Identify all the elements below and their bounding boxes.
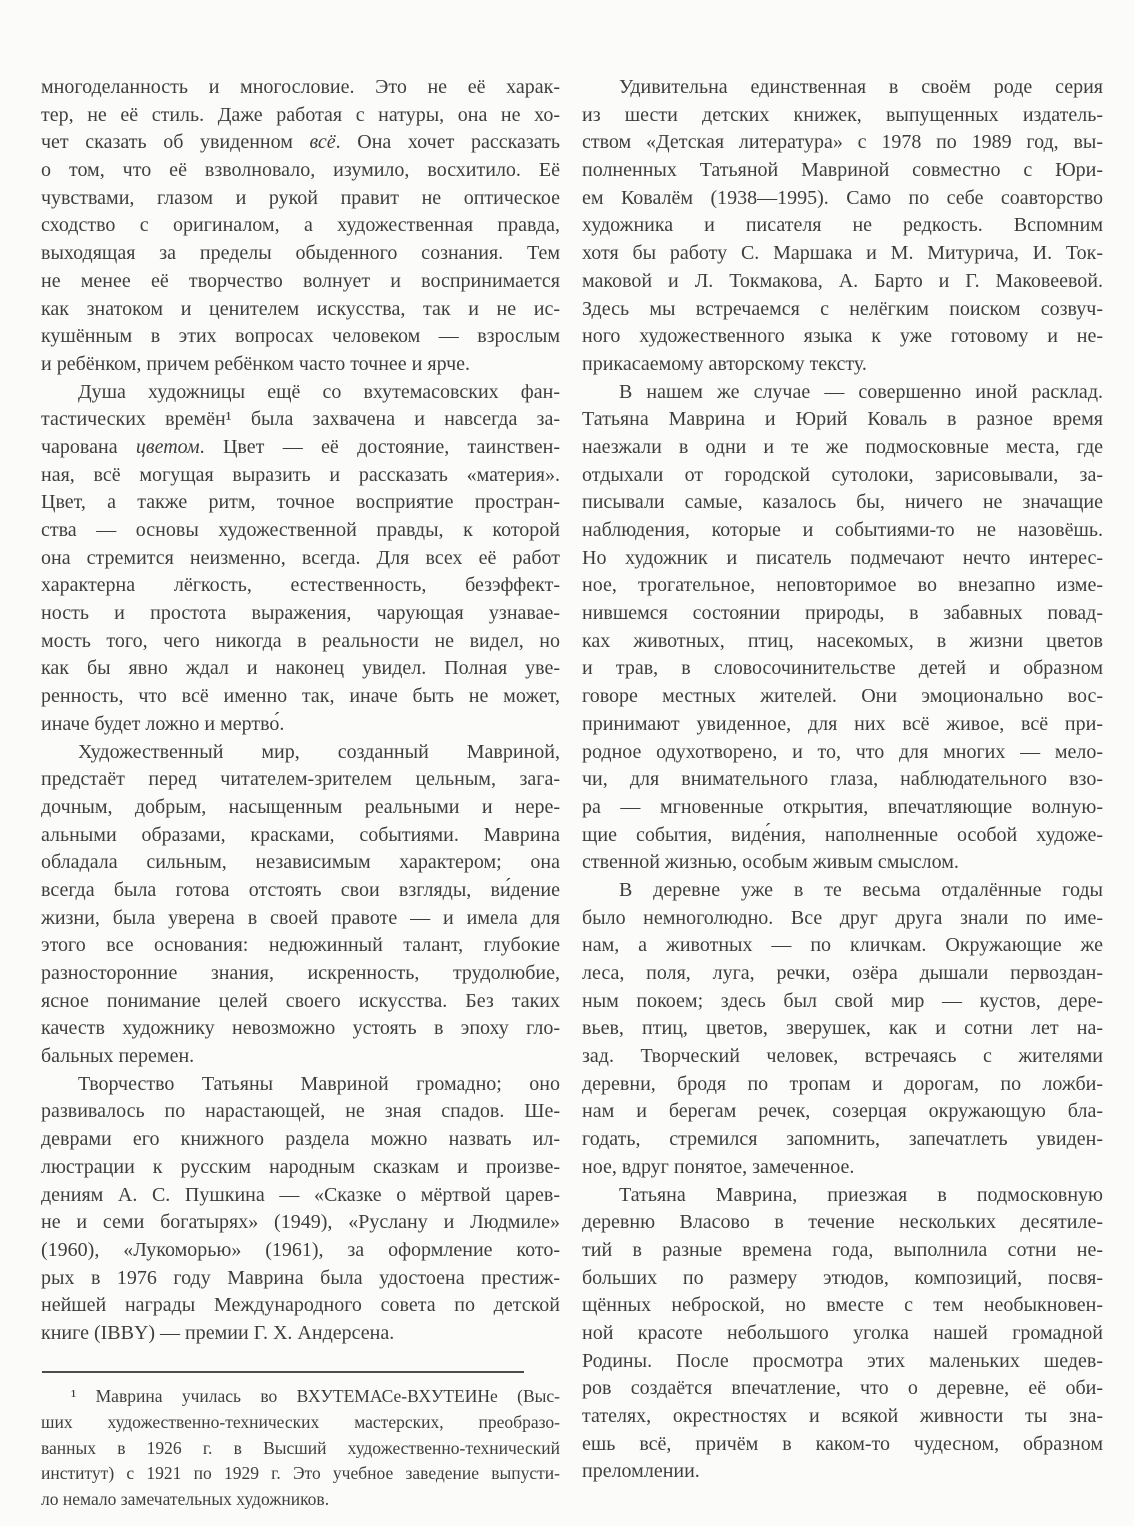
text-line: ства — основы художественной правды, к которой	[41, 519, 560, 541]
text-line: бальных перемен.	[41, 1045, 195, 1068]
text-line: родное одухотворено, и то, что для многих — мело-	[582, 740, 1103, 763]
text-line: не менее её творчество волнует и воспринимается	[41, 269, 560, 292]
text-line: ность и простота выражения, чарующая узнавае-	[41, 602, 560, 625]
text-line: Творчество Татьяны Мавриной громадно; оно	[78, 1072, 560, 1095]
text-line: годать, стремился запомнить, запечатлеть увиден-	[582, 1128, 1103, 1151]
text-line: ное, трогательное, неповторимое во внезапно изме-	[582, 574, 1103, 597]
left-text-column	[41, 74, 560, 1348]
text-line: характерна лёгкость, естественность, безэффект-	[41, 574, 560, 597]
right-text-column	[582, 74, 1103, 1486]
text-line: тастических времён¹ была захвачена и навсегда за-	[41, 408, 560, 431]
text-line: ешь всё, причём в каком-то чудесном, образном	[582, 1432, 1103, 1455]
text-line: выходящая за пределы обыденного сознания. Тем	[41, 242, 560, 265]
text-line: обладала сильным, независимым характером; она	[41, 851, 560, 874]
text-line: Но художник и писатель подмечают нечто интерес-	[582, 546, 1103, 569]
text-line: полненных Татьяной Мавриной совместно с Юри-	[582, 159, 1103, 182]
text-line: деврами его книжного раздела можно назвать ил-	[41, 1128, 560, 1151]
text-line: ренность, что всё именно так, иначе быть не может,	[41, 685, 560, 708]
text-line: чарована цветом. Цвет — её достояние, таинствен-	[41, 435, 560, 458]
text-line: чувствами, глазом и рукой правит не оптическое	[41, 186, 560, 209]
text-line: ших художественно-технических мастерских, преобразо-	[41, 1411, 560, 1432]
text-line: ках животных, птиц, насекомых, в жизни цветов	[582, 629, 1103, 652]
text-line: Здесь мы встречаемся с нелёгким поиском созвуч-	[582, 297, 1103, 320]
text-line: как бы явно ждал и наконец увидел. Полная уве-	[41, 657, 560, 680]
text-line: нам, а животных — по кличкам. Окружающие же	[582, 934, 1103, 957]
text-line: маковой и Л. Токмакова, А. Барто и Г. Маковеевой.	[582, 269, 1103, 292]
text-line: писывали самые, казалось бы, ничего не значащие	[582, 491, 1103, 514]
text-line: нам и берегам речек, созерцая окружающую бла-	[582, 1100, 1103, 1123]
text-line: ная, всё могущая выразить и рассказать «материя».	[41, 463, 560, 486]
text-line: было немноголюдно. Все друг друга знали по име-	[582, 906, 1103, 929]
text-line: ров создаётся впечатление, что о деревне, её оби-	[582, 1377, 1103, 1400]
text-line: щие события, виде́ния, наполненные особой художе-	[582, 823, 1103, 846]
text-line: тий в разные времена года, выполнила сотни не-	[582, 1238, 1103, 1261]
text-line: ной красоте небольшого уголка нашей громадной	[582, 1321, 1103, 1344]
text-line: люстрации к русским народным сказкам и произве-	[41, 1155, 560, 1178]
text-line: многоделанность и многословие. Это не её харак-	[41, 76, 560, 98]
text-line: дочным, добрым, насыщенным реальными и нере-	[41, 795, 560, 818]
text-line: о том, что её взволновало, изумило, восхитило. Её	[41, 159, 560, 182]
text-line: прикасаемому авторскому тексту.	[582, 352, 867, 375]
text-line: говоре местных жителей. Они эмоционально вос-	[582, 685, 1103, 708]
text-line: мость того, чего никогда в реальности не видел, но	[41, 629, 560, 652]
text-line: наблюдения, которые и событиями-то не назовёшь.	[582, 519, 1103, 541]
text-line: ное, вдруг понятое, замеченное.	[582, 1155, 855, 1178]
text-line: тателях, окрестностях и всякой живности ты зна-	[582, 1405, 1103, 1427]
text-line: рых в 1976 году Маврина была удостоена престиж-	[41, 1266, 560, 1289]
text-line: она стремится неизменно, всегда. Для всех её работ	[41, 546, 560, 569]
text-line: отдыхали от городской сутолоки, зарисовывали, за-	[582, 463, 1103, 486]
text-line: ного художественного языка к уже готовому и не-	[582, 325, 1103, 348]
text-line: В деревне уже в те весьма отдалённые годы	[619, 878, 1103, 901]
text-line: леса, поля, луга, речки, озёра дышали первоздан-	[582, 962, 1103, 984]
footnote-separator-rule	[42, 1371, 524, 1373]
text-line: Татьяна Маврина, приезжая в подмосковную	[619, 1183, 1103, 1206]
text-line: кушённым в этих вопросах человеком — взрослым	[41, 325, 560, 348]
text-line: преломлении.	[582, 1460, 700, 1483]
text-line: вьев, птиц, цветов, зверушек, как и сотни лет на-	[582, 1017, 1103, 1040]
text-line: разносторонние знания, искренность, трудолюбие,	[41, 962, 560, 984]
text-line: сходство с оригиналом, а художественная правда,	[41, 214, 560, 237]
text-line: всегда была готова отстоять свои взгляды, ви́дение	[41, 878, 560, 901]
text-line: ственной жизнью, особым живым смыслом.	[582, 851, 959, 874]
text-line: нившемся состоянии природы, в забавных повад-	[582, 602, 1103, 625]
text-line: тер, не её стиль. Даже работая с натуры, она не хо-	[41, 103, 560, 126]
text-line: ным покоем; здесь был свой мир — кустов, дере-	[582, 989, 1103, 1012]
text-line: ясное понимание целей своего искусства. Без таких	[41, 989, 560, 1012]
text-line: из шести детских книжек, выпущенных издатель-	[582, 103, 1103, 126]
text-line: институт) с 1921 по 1929 г. Это учебное заведение выпусти-	[41, 1463, 560, 1484]
text-line: Татьяна Маврина и Юрий Коваль в разное время	[582, 408, 1103, 431]
text-line: качеств художнику невозможно устоять в эпоху гло-	[41, 1017, 560, 1040]
text-line: принимают увиденное, для них всё живое, всё при-	[582, 712, 1103, 735]
text-line: деревни, бродя по тропам и дорогам, по ложби-	[582, 1072, 1103, 1095]
text-line: Цвет, а также ритм, точное восприятие простран-	[41, 491, 560, 514]
text-line: хотя бы работу С. Маршака и М. Митурича, И. Ток-	[582, 242, 1103, 265]
text-line: как знатоком и ценителем искусства, так и не ис-	[41, 297, 560, 320]
text-line: наезжали в одни и те же подмосковные места, где	[582, 435, 1103, 458]
text-line: щённых неброской, но вместе с тем необыкновен-	[582, 1294, 1103, 1317]
text-line: развивалось по нарастающей, не зная спадов. Ше-	[41, 1100, 560, 1123]
text-line: дениям А. С. Пушкина — «Сказке о мёртвой царев-	[41, 1183, 560, 1206]
text-line: ра — мгновенные открытия, впечатляющие волную-	[582, 795, 1103, 818]
text-line: иначе будет ложно и мертво́.	[41, 712, 285, 735]
text-line: и трав, в словосочинительстве детей и образном	[582, 657, 1103, 680]
text-line: ством «Детская литература» с 1978 по 1989 год, вы-	[582, 131, 1103, 154]
text-line: зад. Творческий человек, встречаясь с жителями	[582, 1045, 1103, 1068]
text-line: и ребёнком, причем ребёнком часто точнее и ярче.	[41, 352, 471, 375]
text-line: книге (IBBY) — премии Г. Х. Андерсена.	[41, 1321, 395, 1344]
text-line: чет сказать об увиденном всё. Она хочет рассказать	[41, 131, 560, 154]
text-line: не и семи богатырях» (1949), «Руслану и Людмиле»	[41, 1211, 560, 1234]
text-line: Родины. После просмотра этих маленьких шедев-	[582, 1349, 1103, 1372]
text-line: чи, для внимательного глаза, наблюдательного взо-	[582, 768, 1103, 791]
text-line: художника и писателя не редкость. Вспомним	[582, 214, 1103, 237]
text-line: предстаёт перед читателем-зрителем цельным, зага-	[41, 768, 560, 791]
text-line: ем Ковалём (1938—1995). Само по себе соавторство	[582, 186, 1103, 209]
text-line: больших по размеру этюдов, композиций, посвя-	[582, 1266, 1103, 1289]
footnote-block	[41, 1384, 560, 1513]
text-line: нейшей награды Международного совета по детской	[41, 1294, 560, 1317]
text-line: Удивительна единственная в своём роде серия	[619, 76, 1103, 98]
text-line: деревню Власово в течение нескольких десятиле-	[582, 1211, 1103, 1234]
text-line: этого все основания: недюжинный талант, глубокие	[41, 934, 560, 957]
text-line: Душа художницы ещё со вхутемасовских фан-	[78, 380, 560, 403]
text-line: (1960), «Лукоморью» (1961), за оформление кото-	[41, 1238, 560, 1261]
text-line: ванных в 1926 г. в Высший художественно-технический	[41, 1437, 560, 1458]
text-line: ло немало замечательных художников.	[41, 1489, 330, 1510]
text-line: В нашем же случае — совершенно иной расклад.	[619, 380, 1103, 403]
text-line: альными образами, красками, событиями. Маврина	[41, 823, 560, 846]
text-line: жизни, была уверена в своей правоте — и имела для	[41, 906, 560, 929]
text-line: Художественный мир, созданный Мавриной,	[78, 740, 560, 763]
text-line: ¹ Маврина училась во ВХУТЕМАСе-ВХУТЕИНе (Выс-	[71, 1386, 560, 1406]
